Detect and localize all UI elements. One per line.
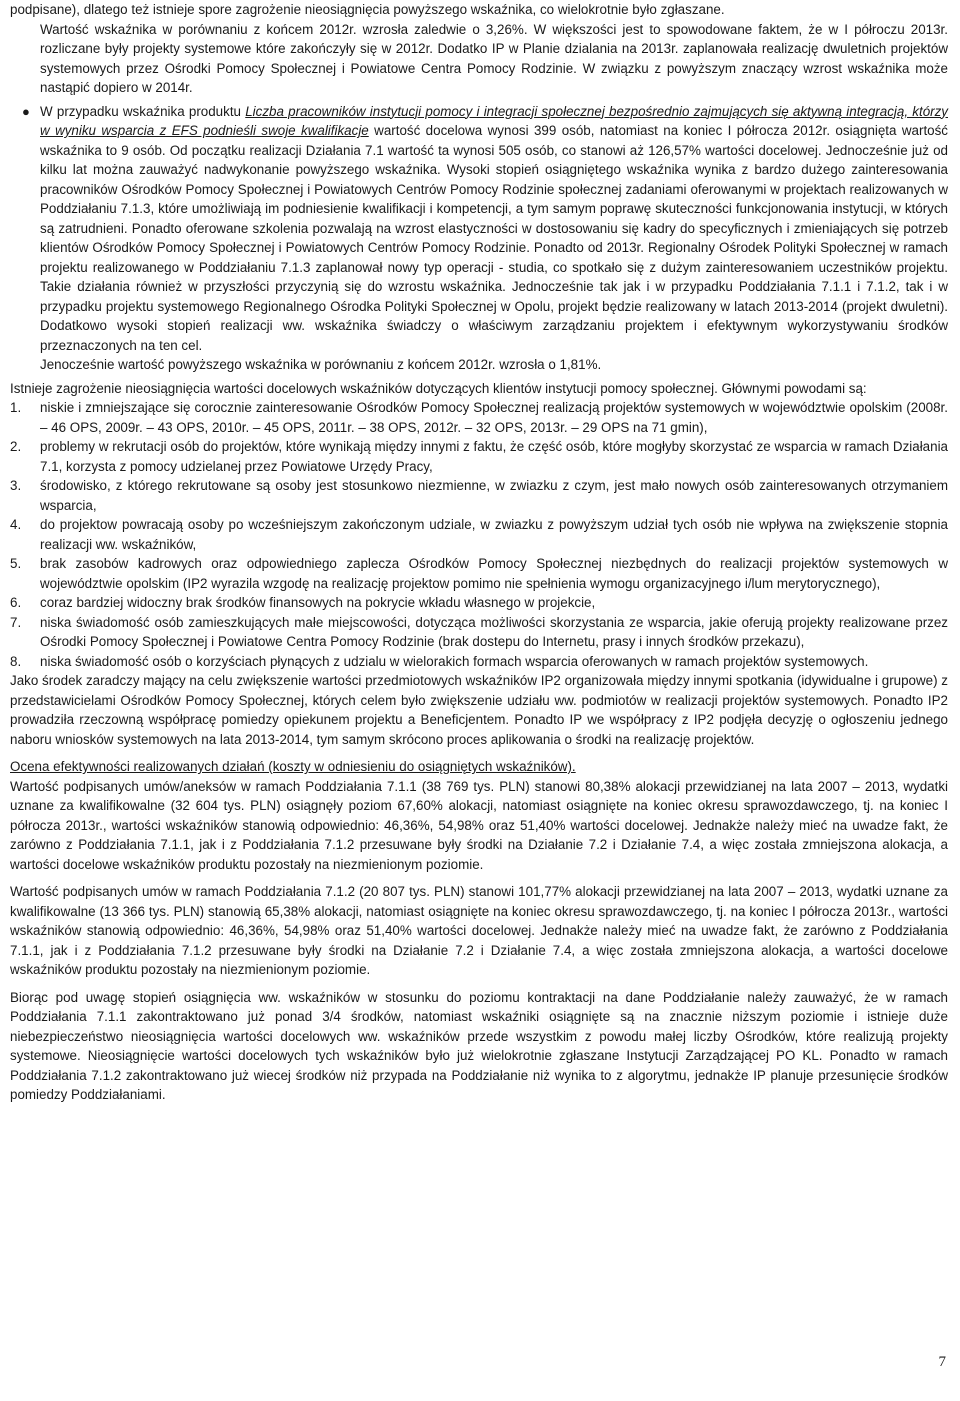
list-item: 8. niska świadomość osób o korzyściach płynących z udzialu w wielorakich formach wsparcia oferowanych w ramach projektów systemowych. xyxy=(10,653,869,669)
bullet-icon: ● xyxy=(22,103,30,119)
list-item: 3. środowisko, z którego rekrutowane są osoby jest stosunkowo niezmienne, w zwiazku z czym, jest mało nowych osób zainteresowanych otrzymaniem wsparcia, xyxy=(10,478,948,513)
risk-intro: Istnieje zagrożenie nieosiągnięcia wartości docelowych wskaźników dotyczących klientów instytucji pomocy społecznej. Głównymi powodami są: xyxy=(10,380,867,396)
list-item: 2. problemy w rekrutacji osób do projektów, które wynikają między innymi z faktu, że część osób, które mogłyby skorzystać ze wsparcia w ramach Działania 7.1, korzysta z pomocy udzielanej przez Powiatowe Urzędy Pracy, xyxy=(10,439,948,474)
efficiency-paragraph-3: Biorąc pod uwagę stopień osiągnięcia ww. wskaźników w stosunku do poziomu kontraktacji na dane Poddziałanie należy zauważyć, że w ramach Poddziałania 7.1.1 zakontraktowano już ponad 3/4 środków, natomiast wskaźniki osiągnięte są na znacznie niższym poziomie i istnieje duże niebezpieczeństwo nieosiągnięcia wartości docelowych ww. wskaźników przede wszystkim z powodu małej liczby Ośrodków, które realizują projekty systemowe. Nieosiągnięcie wartości docelowych tych wskaźników było już wielokrotnie zgłaszane Instytucji Zarządzającej PO KL. Ponadto w ramach Poddziałania 7.1.2 zakontraktowano już wiecej środków niż przypada na Poddziałanie niż wynika to z algorytmu, jednakże IP planuje przesunięcie środków pomiedzy Poddziałaniami. xyxy=(10,989,948,1102)
intro-paragraph: Wartość wskaźnika w porównaniu z końcem 2012r. wzrosła zaledwie o 3,26%. W większości jest to spowodowane faktem, że w I półroczu 2013r. rozliczane były projekty systemowe które zakończyły się w 2012r. Dodatko IP w Planie dzialania na 2013r. zaplanowała realizację dwuletnich projektów systemowych przez Ośrodki Pomocy Społecznej i Powiatowe Centra Pomocy Rodzinie. W związku z powyższym znaczący wzrost wskaźnika może nastąpić dopiero w 2014r. xyxy=(40,21,948,95)
bullet-text xyxy=(40,102,948,356)
bullet-paragraph xyxy=(10,102,948,375)
bullet-lead: W przypadku wskaźnika produktu xyxy=(40,103,246,119)
list-item: 7. niska świadomość osób zamieszkujących małe miejscowości, dotycząca możliwości skorzystania ze wsparcia, jakie oferują projekty realizowane przez Ośrodki Pomocy Społecznej i Powiatowe Centra Pomocy Rodzinie (brak dostepu do Internetu, prasy i innych środków przekazu), xyxy=(10,614,948,649)
efficiency-paragraph-1: Wartość podpisanych umów/aneksów w ramach Poddziałania 7.1.1 (38 769 tys. PLN) stanowi 80,38% alokacji przewidzianej na lata 2007 – 2013, wydatki uznane za kwalifikowalne (32 604 tys. PLN) osiągnęły poziom 67,60% alokacji, natomiast osiągnięte na koniec okresu sprawozdawczego, tj. na koniec I półrocza 2013r., wartości wskaźników stanowią odpowiednio: 46,36%, 54,98% oraz 51,40% wartości docelowej. Jednakże należy mieć na uwadze fakt, że zarówno z Poddziałania 7.1.1, jak i z Poddziałania 7.1.2 przesuwane były środki na Działanie 7.2 i Działanie 7.4, a więc została zmniejszona alokacja, a wartości docelowe wskaźników produktu pozostały na niezmienionym poziomie. xyxy=(10,778,948,872)
efficiency-heading: Ocena efektywności realizowanych działań (koszty w odniesieniu do osiągniętych wskaźników). xyxy=(10,759,576,774)
efficiency-paragraph-2: Wartość podpisanych umów w ramach Poddziałania 7.1.2 (20 807 tys. PLN) stanowi 101,77% alokacji przewidzianej na lata 2007 – 2013, wydatki uznane za kwalifikowalne (13 366 tys. PLN) stanowią 65,38% alokacji, natomiast osiągnięte na koniec okresu sprawozdawczego, tj. na koniec I półrocza 2013r., wartości wskaźników stanowią odpowiednio: 46,36%, 54,98% oraz 51,40% wartości docelowej. Jednakże należy mieć na uwadze fakt, że zarówno z Poddziałania 7.1.1, jak i z Poddziałania 7.1.2 przesuwane były środki na Działanie 7.2 i Działanie 7.4, a więc została zmniejszona alokacja, a wartości docelowe wskaźników produktu pozostały na niezmienionym poziomie. xyxy=(10,884,948,977)
list-item: 1. niskie i zmniejszające się corocznie zainteresowanie Ośrodków Pomocy Społecznej realizacją projektów systemowych w województwie opolskim (2008r. – 46 OPS, 2009r. – 43 OPS, 2010r. – 45 OPS, 2011r. – 38 OPS, 2012r. – 32 OPS, 2013r. – 29 OPS na 71 gmin), xyxy=(10,400,948,435)
page-number: 7 xyxy=(938,1354,946,1370)
list-item: 6. coraz bardziej widoczny brak środków finansowych na pokrycie wkładu własnego w projekcie, xyxy=(10,595,596,610)
list-item: 5. brak zasobów kadrowych oraz odpowiedniego zaplecza Ośrodków Pomocy Społecznej niezbędnych do realizacji projektów systemowych w województwie opolskim (IP2 wyrazila wzgodę na realizację projektow pomimo nie spełnienia wymogu organizacyjnego i/lum merytorycznego), xyxy=(10,556,948,591)
intro-line-1: podpisane), dlatego też istnieje spore zagrożenie nieosiągnięcia powyższego wskaźnika, co wielokrotnie było zgłaszane. xyxy=(10,2,725,17)
risk-list xyxy=(10,398,948,671)
bullet-body: wartość docelowa wynosi 399 osób, natomiast na koniec I półrocza 2012r. osiągnięta wartość wskaźnika to 9 osób. Od początku realizacji Działania 7.1 wartość ta wynosi 505 osób, co stanowi aż 126,57% wartości docelowej. Jednocześnie już od kilku lat można zauważyć nadwykonanie powyższego wskaźnika. Wysoki stopień osiągniętego wskaźnika wynika z bardzo dużego zainteresowania pracowników Ośrodków Pomocy Społecznej i Powiatowych Centrów Pomocy Rodzinie społecznej zadaniami oferowanymi w projektach realizowanych w Poddziałaniu 7.1.3, które umożliwiają im podniesienie kwalifikacji i kompetencji, a tym samym poprawę skuteczności funkcjonowania instytucji, w których są zatrudnieni. Ponadto oferowane szkolenia pozwalają na wzrost elastyczności w dostosowaniu się kadry do specyficznych i zmieniających się potrzeb klientów Ośrodków Pomocy Społecznej i Powiatowych Centrów Pomocy Rodzinie. Ponadto od 2013r. Regionalny Ośrodek Polityki Społecznej w ramach projektu realizowanego w Poddziałaniu 7.1.3 zaplanował nowy typ operacji - studia, co spotkało się z dużym zainteresowaniem uczestników projektu. Takie działania również w przyszłości przyczynią się do wzrostu wskaźnika. Jednocześnie tak jak i w przypadku Poddziałania 7.1.1 i 7.1.2, tak i w przypadku projektu systemowego Regionalnego Ośrodka Polityki Społecznej w Opolu, projekt będzie realizowany w latach 2013-2014 (projekt dwuletni). Dodatkowo wysoki stopień realizacji ww. wskaźnika świadczy o właściwym zarządzaniu projektem i efektywnym wykorzystywaniu środków przeznaczonych na ten cel. xyxy=(40,123,949,353)
indicator-title: Liczba pracowników instytucji pomocy i integracji społecznej bezpośrednio zajmujących się aktywną integracją, którzy w wyniku wsparcia z EFS podnieśli swoje kwalifikacje xyxy=(40,103,948,138)
bullet-tail: Jenocześnie wartość powyższego wskaźnika w porównaniu z końcem 2012r. wzrosła o 1,81%. xyxy=(40,357,602,372)
list-item: 4. do projektow powracają osoby po wcześniejszym zakończonym udziale, w zwiazku z powyższym udział tych osób nie wpływa na zwiększenie stopnia realizacji ww. wskaźników, xyxy=(10,517,948,552)
remedy-paragraph: Jako środek zaradczy mający na celu zwiększenie wartości przedmiotowych wskaźników IP2 organizowała między innymi spotkania (idywidualne i grupowe) z przedstawicielami Ośrodków Pomocy Społecznej, których celem było zwiększenie udziału ww. podmiotów w realizacji projektów systemowych. Ponadto IP2 prowadziła rzeczowną współpracę pomiedzy opiekunem projektu a Beneficjentem. Ponadto IP we współpracy z IP2 podjęła decyzję o ogłoszeniu jednego naboru wniosków systemowych na lata 2013-2014, tym samym skrócono proces aplikowania o środki na realizację projektów. xyxy=(10,673,948,747)
